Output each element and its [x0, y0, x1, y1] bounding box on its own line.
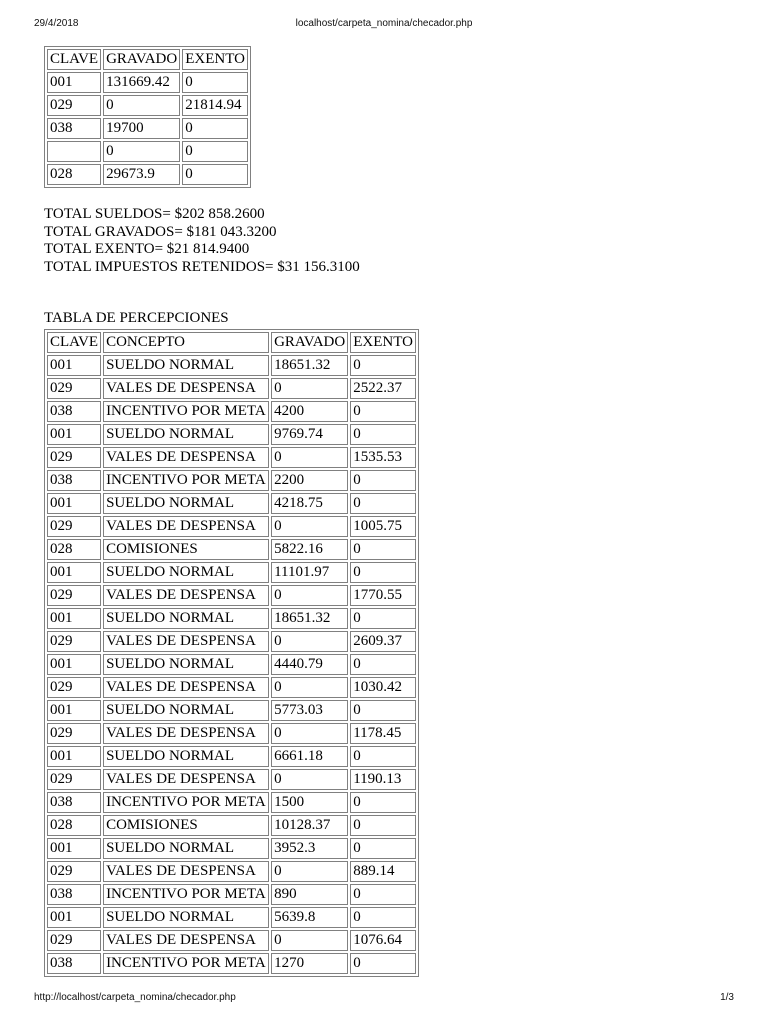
- percepciones-table: [44, 329, 419, 977]
- table-row: [47, 815, 416, 836]
- percepciones-cell-concepto: VALES DE DESPENSA: [103, 378, 269, 399]
- percepciones-cell-concepto: VALES DE DESPENSA: [103, 585, 269, 606]
- percepciones-cell-concepto: SUELDO NORMAL: [103, 608, 269, 629]
- table-row: [47, 700, 416, 721]
- percepciones-cell-clave: 029: [47, 769, 101, 790]
- percepciones-cell-concepto: VALES DE DESPENSA: [103, 447, 269, 468]
- percepciones-cell-gravado: 0: [271, 861, 348, 882]
- table-row: [47, 838, 416, 859]
- percepciones-cell-exento: 2522.37: [350, 378, 416, 399]
- percepciones-cell-concepto: SUELDO NORMAL: [103, 424, 269, 445]
- percepciones-cell-gravado: 0: [271, 930, 348, 951]
- percepciones-cell-clave: 029: [47, 447, 101, 468]
- summary-header-gravado: GRAVADO: [103, 49, 180, 70]
- percepciones-cell-concepto: COMISIONES: [103, 815, 269, 836]
- table-row: [47, 608, 416, 629]
- table-row: [47, 953, 416, 974]
- percepciones-cell-exento: 0: [350, 654, 416, 675]
- table-row: [47, 539, 416, 560]
- table-row: [47, 677, 416, 698]
- percepciones-cell-clave: 038: [47, 884, 101, 905]
- total-sueldos: TOTAL SUELDOS= $202 858.2600: [44, 206, 265, 222]
- percepciones-cell-exento: 0: [350, 953, 416, 974]
- percepciones-cell-clave: 001: [47, 746, 101, 767]
- table-row: [47, 792, 416, 813]
- percepciones-cell-clave: 001: [47, 355, 101, 376]
- percepciones-header-row: [47, 332, 416, 353]
- table-row: [47, 562, 416, 583]
- percepciones-title: TABLA DE PERCEPCIONES: [44, 310, 229, 326]
- percepciones-cell-exento: 0: [350, 562, 416, 583]
- percepciones-cell-exento: 0: [350, 792, 416, 813]
- percepciones-cell-gravado: 0: [271, 631, 348, 652]
- percepciones-cell-gravado: 18651.32: [271, 355, 348, 376]
- footer-url: http://localhost/carpeta_nomina/checador.php: [34, 992, 236, 1003]
- percepciones-cell-gravado: 9769.74: [271, 424, 348, 445]
- percepciones-cell-gravado: 6661.18: [271, 746, 348, 767]
- percepciones-cell-exento: 889.14: [350, 861, 416, 882]
- percepciones-cell-gravado: 5639.8: [271, 907, 348, 928]
- percepciones-cell-gravado: 4200: [271, 401, 348, 422]
- percepciones-cell-exento: 0: [350, 884, 416, 905]
- summary-cell-exento: 0: [182, 72, 248, 93]
- table-row: [47, 355, 416, 376]
- table-row: [47, 769, 416, 790]
- percepciones-cell-clave: 001: [47, 424, 101, 445]
- percepciones-cell-clave: 038: [47, 470, 101, 491]
- percepciones-cell-exento: 0: [350, 907, 416, 928]
- percepciones-cell-concepto: SUELDO NORMAL: [103, 907, 269, 928]
- percepciones-cell-gravado: 0: [271, 447, 348, 468]
- percepciones-cell-gravado: 10128.37: [271, 815, 348, 836]
- percepciones-header-exento: EXENTO: [350, 332, 416, 353]
- total-impuestos-retenidos: TOTAL IMPUESTOS RETENIDOS= $31 156.3100: [44, 258, 360, 275]
- percepciones-cell-concepto: INCENTIVO POR META: [103, 884, 269, 905]
- percepciones-cell-clave: 001: [47, 654, 101, 675]
- percepciones-cell-clave: 001: [47, 907, 101, 928]
- summary-cell-gravado: 0: [103, 141, 180, 162]
- table-row: [47, 585, 416, 606]
- table-row: [47, 884, 416, 905]
- percepciones-cell-clave: 028: [47, 815, 101, 836]
- percepciones-cell-exento: 0: [350, 608, 416, 629]
- summary-cell-clave: 029: [47, 95, 101, 116]
- percepciones-cell-concepto: SUELDO NORMAL: [103, 746, 269, 767]
- percepciones-cell-concepto: VALES DE DESPENSA: [103, 677, 269, 698]
- percepciones-cell-concepto: INCENTIVO POR META: [103, 470, 269, 491]
- percepciones-cell-gravado: 5773.03: [271, 700, 348, 721]
- table-row: [47, 447, 416, 468]
- percepciones-cell-clave: 029: [47, 631, 101, 652]
- percepciones-cell-exento: 0: [350, 539, 416, 560]
- total-gravados: TOTAL GRAVADOS= $181 043.3200: [44, 223, 277, 240]
- summary-header-clave: CLAVE: [47, 49, 101, 70]
- table-row: [47, 930, 416, 951]
- percepciones-header-gravado: GRAVADO: [271, 332, 348, 353]
- summary-cell-exento: 0: [182, 164, 248, 185]
- table-row: [47, 723, 416, 744]
- percepciones-cell-exento: 0: [350, 401, 416, 422]
- percepciones-cell-concepto: COMISIONES: [103, 539, 269, 560]
- percepciones-cell-clave: 029: [47, 516, 101, 537]
- percepciones-cell-clave: 001: [47, 608, 101, 629]
- percepciones-cell-concepto: VALES DE DESPENSA: [103, 769, 269, 790]
- percepciones-cell-clave: 028: [47, 539, 101, 560]
- summary-cell-clave: 028: [47, 164, 101, 185]
- print-date: 29/4/2018: [34, 18, 79, 29]
- percepciones-cell-clave: 001: [47, 562, 101, 583]
- percepciones-cell-clave: 001: [47, 838, 101, 859]
- percepciones-cell-clave: 029: [47, 861, 101, 882]
- percepciones-cell-exento: 1770.55: [350, 585, 416, 606]
- percepciones-cell-exento: 1535.53: [350, 447, 416, 468]
- percepciones-cell-clave: 029: [47, 378, 101, 399]
- percepciones-header-clave: CLAVE: [47, 332, 101, 353]
- summary-cell-exento: 21814.94: [182, 95, 248, 116]
- percepciones-cell-gravado: 3952.3: [271, 838, 348, 859]
- percepciones-cell-exento: 0: [350, 746, 416, 767]
- percepciones-cell-exento: 0: [350, 424, 416, 445]
- percepciones-cell-clave: 038: [47, 792, 101, 813]
- table-row: [47, 401, 416, 422]
- percepciones-cell-concepto: SUELDO NORMAL: [103, 700, 269, 721]
- percepciones-cell-concepto: SUELDO NORMAL: [103, 562, 269, 583]
- percepciones-cell-concepto: VALES DE DESPENSA: [103, 516, 269, 537]
- table-row: [47, 654, 416, 675]
- percepciones-cell-concepto: SUELDO NORMAL: [103, 838, 269, 859]
- percepciones-cell-clave: 029: [47, 723, 101, 744]
- table-row: [47, 746, 416, 767]
- percepciones-cell-gravado: 0: [271, 769, 348, 790]
- percepciones-header-concepto: CONCEPTO: [103, 332, 269, 353]
- summary-cell-exento: 0: [182, 118, 248, 139]
- percepciones-cell-exento: 1076.64: [350, 930, 416, 951]
- percepciones-cell-gravado: 0: [271, 723, 348, 744]
- percepciones-cell-clave: 029: [47, 585, 101, 606]
- table-row: [47, 424, 416, 445]
- percepciones-cell-clave: 001: [47, 493, 101, 514]
- summary-cell-clave: 001: [47, 72, 101, 93]
- percepciones-cell-concepto: INCENTIVO POR META: [103, 953, 269, 974]
- percepciones-cell-exento: 0: [350, 700, 416, 721]
- percepciones-cell-gravado: 18651.32: [271, 608, 348, 629]
- percepciones-cell-concepto: VALES DE DESPENSA: [103, 631, 269, 652]
- percepciones-cell-clave: 029: [47, 677, 101, 698]
- percepciones-cell-clave: 038: [47, 401, 101, 422]
- summary-cell-gravado: 0: [103, 95, 180, 116]
- percepciones-cell-gravado: 0: [271, 585, 348, 606]
- percepciones-cell-clave: 029: [47, 930, 101, 951]
- table-row: [47, 907, 416, 928]
- summary-header-exento: EXENTO: [182, 49, 248, 70]
- percepciones-cell-exento: 1178.45: [350, 723, 416, 744]
- percepciones-cell-gravado: 0: [271, 516, 348, 537]
- percepciones-cell-exento: 1190.13: [350, 769, 416, 790]
- percepciones-cell-gravado: 0: [271, 378, 348, 399]
- table-row: [47, 493, 416, 514]
- percepciones-cell-gravado: 890: [271, 884, 348, 905]
- percepciones-cell-concepto: SUELDO NORMAL: [103, 355, 269, 376]
- percepciones-cell-concepto: VALES DE DESPENSA: [103, 861, 269, 882]
- table-row: [47, 516, 416, 537]
- percepciones-cell-exento: 1030.42: [350, 677, 416, 698]
- percepciones-cell-exento: 0: [350, 815, 416, 836]
- percepciones-cell-clave: 001: [47, 700, 101, 721]
- summary-cell-gravado: 131669.42: [103, 72, 180, 93]
- percepciones-cell-exento: 2609.37: [350, 631, 416, 652]
- percepciones-cell-exento: 0: [350, 470, 416, 491]
- total-exento: TOTAL EXENTO= $21 814.9400: [44, 241, 250, 257]
- percepciones-cell-concepto: SUELDO NORMAL: [103, 493, 269, 514]
- percepciones-cell-gravado: 11101.97: [271, 562, 348, 583]
- percepciones-cell-concepto: SUELDO NORMAL: [103, 654, 269, 675]
- summary-cell-exento: 0: [182, 141, 248, 162]
- percepciones-cell-concepto: INCENTIVO POR META: [103, 401, 269, 422]
- table-row: [47, 631, 416, 652]
- percepciones-cell-concepto: VALES DE DESPENSA: [103, 723, 269, 744]
- percepciones-body: [47, 355, 416, 974]
- table-row: [47, 470, 416, 491]
- percepciones-cell-exento: 0: [350, 493, 416, 514]
- summary-cell-clave: 038: [47, 118, 101, 139]
- percepciones-cell-exento: 1005.75: [350, 516, 416, 537]
- percepciones-cell-gravado: 1270: [271, 953, 348, 974]
- page-number: 1/3: [720, 992, 734, 1003]
- percepciones-cell-concepto: VALES DE DESPENSA: [103, 930, 269, 951]
- percepciones-cell-exento: 0: [350, 355, 416, 376]
- percepciones-cell-gravado: 1500: [271, 792, 348, 813]
- percepciones-cell-clave: 038: [47, 953, 101, 974]
- print-page-url: localhost/carpeta_nomina/checador.php: [295, 18, 473, 29]
- table-row: [47, 861, 416, 882]
- percepciones-cell-gravado: 4440.79: [271, 654, 348, 675]
- percepciones-cell-gravado: 5822.16: [271, 539, 348, 560]
- summary-cell-gravado: 19700: [103, 118, 180, 139]
- percepciones-cell-concepto: INCENTIVO POR META: [103, 792, 269, 813]
- percepciones-cell-exento: 0: [350, 838, 416, 859]
- percepciones-cell-gravado: 0: [271, 677, 348, 698]
- summary-cell-gravado: 29673.9: [103, 164, 180, 185]
- table-row: [47, 378, 416, 399]
- percepciones-cell-gravado: 4218.75: [271, 493, 348, 514]
- percepciones-cell-gravado: 2200: [271, 470, 348, 491]
